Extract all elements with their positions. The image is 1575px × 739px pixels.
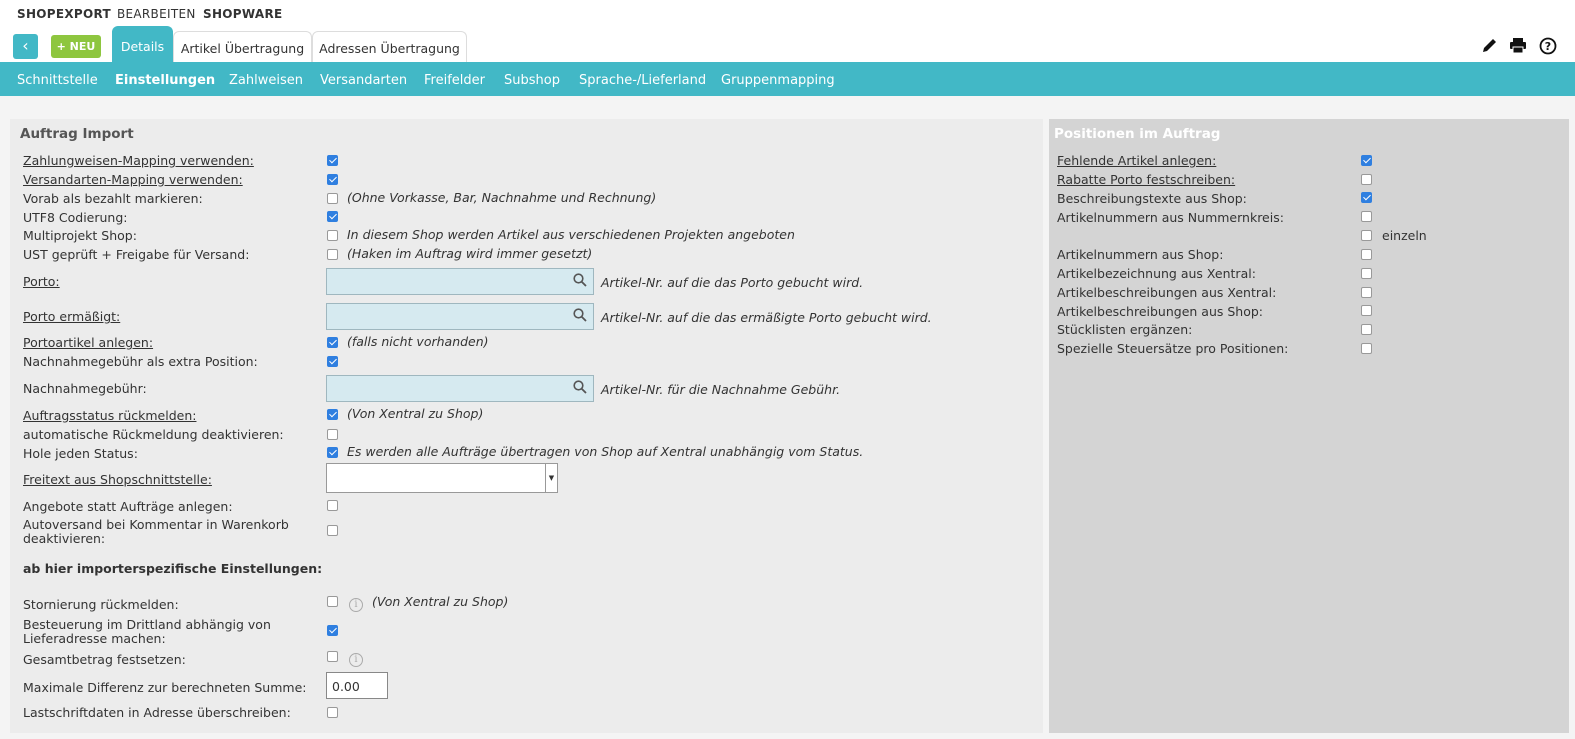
tab-artikel-uebertragung[interactable]: Artikel Übertragung — [173, 31, 312, 62]
checkbox-steuersaetze[interactable] — [1361, 343, 1372, 354]
note-hole-status: Es werden alle Aufträge übertragen von Shop auf Xentral unabhängig vom Status. — [347, 444, 864, 459]
importer-section-heading: ab hier importerspezifische Einstellungen: — [23, 561, 323, 576]
checkbox-stuecklisten[interactable] — [1361, 324, 1372, 335]
nachnahme-input[interactable] — [326, 375, 594, 402]
label-beschr-shop: Artikelbeschreibungen aus Shop: — [1057, 304, 1263, 319]
label-auto-rueckmeldung: automatische Rückmeldung deaktivieren: — [23, 427, 284, 442]
label-nummernkreis: Artikelnummern aus Nummernkreis: — [1057, 210, 1284, 225]
note-ust: (Haken im Auftrag wird immer gesetzt) — [347, 246, 593, 261]
checkbox-beschr-xentral[interactable] — [1361, 287, 1372, 298]
panel-title: Auftrag Import — [20, 126, 134, 142]
label-beschr-xentral: Artikelbeschreibungen aus Xentral: — [1057, 285, 1277, 300]
auftrag-import-panel — [10, 119, 1043, 733]
label-hole-status: Hole jeden Status: — [23, 446, 138, 461]
checkbox-angebote[interactable] — [327, 500, 338, 511]
subnav-zahlweisen[interactable]: Zahlweisen — [229, 73, 303, 88]
back-button[interactable] — [13, 34, 38, 59]
label-ust: UST geprüft + Freigabe für Versand: — [23, 247, 250, 262]
checkbox-lastschrift[interactable] — [327, 707, 338, 718]
label-gesamtbetrag: Gesamtbetrag festsetzen: — [23, 652, 186, 667]
label-einzeln: einzeln — [1382, 228, 1427, 243]
label-lastschrift: Lastschriftdaten in Adresse überschreiben: — [23, 705, 291, 720]
new-button[interactable]: + NEU — [51, 35, 101, 58]
checkbox-nachnahme-extra[interactable] — [327, 356, 338, 367]
checkbox-versandmapping[interactable] — [327, 174, 338, 185]
label-besteuerung: Besteuerung im Drittland abhängig von — [23, 617, 271, 632]
label-zahlungsmapping[interactable]: Zahlungweisen-Mapping verwenden: — [23, 153, 254, 168]
help-icon[interactable] — [1539, 37, 1557, 55]
subnav-sprache-lieferland[interactable]: Sprache-/Lieferland — [579, 73, 707, 88]
checkbox-besteuerung[interactable] — [327, 625, 338, 636]
menu-shopexport[interactable]: SHOPEXPORT — [17, 7, 112, 21]
note-porto: Artikel-Nr. auf die das Porto gebucht wird. — [601, 275, 864, 290]
tab-details[interactable]: Details — [112, 26, 173, 62]
top-menu-bar — [0, 0, 1575, 28]
maxdiff-input[interactable]: 0.00 — [326, 672, 388, 699]
chevron-left-icon: ‹ — [22, 36, 29, 55]
positionen-panel — [1049, 119, 1569, 733]
label-autoversand: Autoversand bei Kommentar in Warenkorb — [23, 517, 289, 532]
label-beschreibungstexte: Beschreibungstexte aus Shop: — [1057, 191, 1247, 206]
porto-ermaessigt-input[interactable] — [326, 303, 594, 330]
checkbox-beschreibungstexte[interactable] — [1361, 192, 1372, 203]
note-portoartikel: (falls nicht vorhanden) — [347, 334, 489, 349]
label-auftragsstatus[interactable]: Auftragsstatus rückmelden: — [23, 408, 197, 423]
dropdown-arrow-icon[interactable]: ▼ — [545, 464, 557, 492]
label-utf8: UTF8 Codierung: — [23, 210, 128, 225]
label-vorab: Vorab als bezahlt markieren: — [23, 191, 203, 206]
search-icon[interactable] — [573, 273, 587, 287]
checkbox-portoartikel[interactable] — [327, 337, 338, 348]
checkbox-gesamtbetrag[interactable] — [327, 651, 338, 662]
freitext-select[interactable] — [326, 463, 558, 493]
label-stuecklisten: Stücklisten ergänzen: — [1057, 322, 1193, 337]
note-stornierung: (Von Xentral zu Shop) — [372, 594, 509, 609]
tab-adressen-uebertragung[interactable]: Adressen Übertragung — [312, 31, 467, 62]
info-icon[interactable]: i — [349, 598, 363, 612]
label-maxdiff: Maximale Differenz zur berechneten Summe: — [23, 680, 307, 695]
subnav-einstellungen[interactable]: Einstellungen — [115, 73, 216, 88]
note-auftragsstatus: (Von Xentral zu Shop) — [347, 406, 484, 421]
checkbox-autoversand[interactable] — [327, 525, 338, 536]
subnav-freifelder[interactable]: Freifelder — [424, 73, 485, 88]
note-vorab: (Ohne Vorkasse, Bar, Nachnahme und Rechnung) — [347, 190, 657, 205]
checkbox-fehlende-artikel[interactable] — [1361, 155, 1372, 166]
svg-text:?: ? — [1544, 40, 1552, 53]
edit-pencil-icon[interactable] — [1481, 37, 1498, 54]
checkbox-auto-rueckmeldung[interactable] — [327, 429, 338, 440]
info-icon[interactable]: i — [349, 653, 363, 667]
label-angebote: Angebote statt Aufträge anlegen: — [23, 499, 233, 514]
note-nachnahme: Artikel-Nr. für die Nachnahme Gebühr. — [601, 382, 841, 397]
tab-row — [0, 28, 1575, 62]
checkbox-vorab[interactable] — [327, 193, 338, 204]
checkbox-rabatte-porto[interactable] — [1361, 174, 1372, 185]
subnav-gruppenmapping[interactable]: Gruppenmapping — [721, 73, 835, 88]
checkbox-bez-xentral[interactable] — [1361, 268, 1372, 279]
note-porto-ermaessigt: Artikel-Nr. auf die das ermäßigte Porto gebucht wird. — [601, 310, 932, 325]
checkbox-multiprojekt[interactable] — [327, 230, 338, 241]
checkbox-utf8[interactable] — [327, 211, 338, 222]
label-rabatte-porto[interactable]: Rabatte Porto festschreiben: — [1057, 172, 1236, 187]
checkbox-nummernkreis[interactable] — [1361, 211, 1372, 222]
label-versandmapping[interactable]: Versandarten-Mapping verwenden: — [23, 172, 243, 187]
checkbox-nr-shop[interactable] — [1361, 249, 1372, 260]
label-portoartikel[interactable]: Portoartikel anlegen: — [23, 335, 154, 350]
label-bez-xentral: Artikelbezeichnung aus Xentral: — [1057, 266, 1256, 281]
porto-input[interactable] — [326, 268, 594, 295]
menu-bearbeiten[interactable]: BEARBEITEN — [117, 7, 196, 21]
label-nachnahme-extra: Nachnahmegebühr als extra Position: — [23, 354, 258, 369]
subnav-schnittstelle[interactable]: Schnittstelle — [17, 73, 98, 88]
label-multiprojekt: Multiprojekt Shop: — [23, 228, 137, 243]
label-autoversand-2: deaktivieren: — [23, 531, 106, 546]
label-nachnahme: Nachnahmegebühr: — [23, 381, 147, 396]
subnav-subshop[interactable]: Subshop — [504, 73, 560, 88]
panel-title: Positionen im Auftrag — [1054, 126, 1221, 142]
print-icon[interactable] — [1509, 37, 1527, 54]
checkbox-beschr-shop[interactable] — [1361, 305, 1372, 316]
label-porto-ermaessigt[interactable]: Porto ermäßigt: — [23, 309, 121, 324]
checkbox-ust[interactable] — [327, 249, 338, 260]
label-fehlende-artikel[interactable]: Fehlende Artikel anlegen: — [1057, 153, 1217, 168]
search-icon[interactable] — [573, 380, 587, 394]
label-nr-shop: Artikelnummern aus Shop: — [1057, 247, 1224, 262]
label-freitext[interactable]: Freitext aus Shopschnittstelle: — [23, 472, 212, 487]
subnav-versandarten[interactable]: Versandarten — [320, 73, 408, 88]
label-porto[interactable]: Porto: — [23, 274, 60, 289]
menu-shopware[interactable]: SHOPWARE — [203, 7, 283, 21]
checkbox-einzeln[interactable] — [1361, 230, 1372, 241]
checkbox-hole-status[interactable] — [327, 447, 338, 458]
checkbox-stornierung[interactable] — [327, 596, 338, 607]
label-steuersaetze: Spezielle Steuersätze pro Positionen: — [1057, 341, 1289, 356]
checkbox-zahlungsmapping[interactable] — [327, 155, 338, 166]
checkbox-auftragsstatus[interactable] — [327, 409, 338, 420]
label-besteuerung-2: Lieferadresse machen: — [23, 631, 166, 646]
label-stornierung: Stornierung rückmelden: — [23, 597, 179, 612]
note-multiprojekt: In diesem Shop werden Artikel aus verschiedenen Projekten angeboten — [347, 227, 795, 242]
search-icon[interactable] — [573, 308, 587, 322]
sub-navigation — [0, 62, 1575, 96]
